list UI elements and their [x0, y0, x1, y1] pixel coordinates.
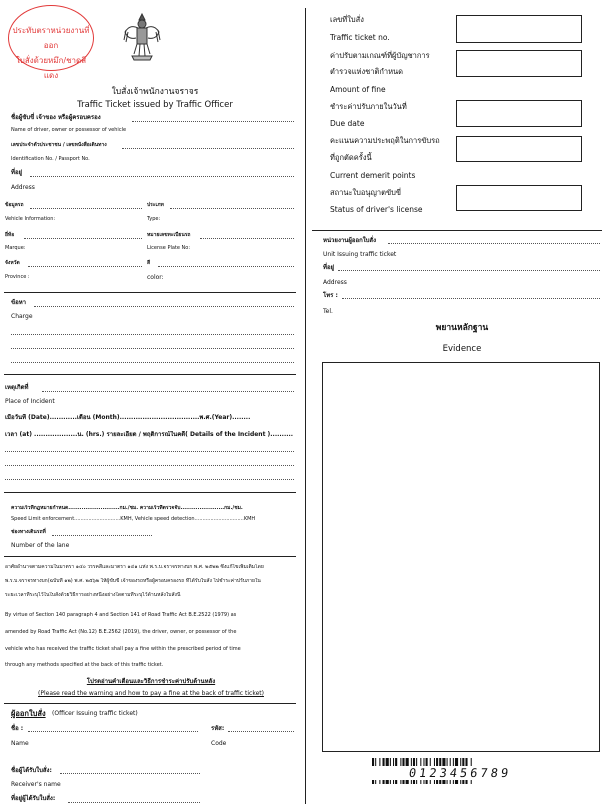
brand-field[interactable] — [24, 238, 142, 239]
plate-label-th: หมายเลขทะเบียนรถ — [147, 232, 191, 238]
issuer-label-th: ผู้ออกใบสั่ง — [11, 709, 46, 718]
color-label-en: color: — [147, 274, 164, 281]
due-date-box[interactable] — [456, 100, 582, 127]
evidence-box[interactable] — [322, 362, 600, 752]
color-field[interactable] — [158, 266, 294, 267]
issuer-label-en: (Officer Issuing traffic ticket) — [52, 710, 138, 717]
issuer-name-label-th: ชื่อ : — [11, 725, 24, 732]
charge-label-en: Charge — [11, 313, 33, 320]
evidence-title-th: พยานหลักฐาน — [435, 323, 489, 333]
unit-address-label-en: Address — [323, 279, 347, 286]
tel-field[interactable] — [342, 298, 600, 299]
section-divider — [4, 292, 296, 293]
section-divider — [4, 492, 296, 493]
charge-label-th: ข้อหา — [11, 299, 27, 306]
lane-label-en: Number of the lane — [11, 542, 70, 549]
law-text-th-2: พ.ร.บ.จราจรทางบก(ฉบับที่ ๑๒) พ.ศ. ๒๕๖๒ ให้ผู้ขับขี่ เจ้าของรถหรือผู้ครอบครองรถ ที่ได้รับใบสั่ง ไปชำระค่าปรับภายใน — [5, 578, 261, 584]
warning-note-en: (Please read the warning and how to pay a fine at the back of traffic ticket) — [38, 690, 264, 697]
barcode-number: 0123456789 — [367, 766, 553, 780]
charge-field-2[interactable] — [11, 334, 294, 335]
section-divider — [4, 703, 296, 704]
id-label-th: เลขประจำตัวประชาชน / เลขหนังสือเดินทาง — [11, 142, 107, 148]
law-text-en-1: By virtue of Section 140 paragraph 4 and Section 141 of Road Traffic Act B.E.2522 (1979) as — [5, 612, 237, 618]
province-label-th: จังหวัด — [5, 260, 20, 266]
column-divider — [305, 8, 306, 804]
fine-label-th-2: ตำรวจแห่งชาติกำหนด — [330, 67, 404, 76]
receiver-label-th: ชื่อผู้ได้รับใบสั่ง: — [11, 767, 52, 774]
receiver-label-en: Receiver's name — [11, 781, 61, 788]
address-label-en: Address — [11, 184, 35, 191]
tel-label-en: Tel. — [323, 308, 333, 315]
tel-label-th: โทร : — [323, 292, 338, 299]
driver-name-label-en: Name of driver, owner or possessor of vehicle — [11, 127, 127, 133]
driver-name-label-th: ชื่อผู้ขับขี่ เจ้าของ หรือผู้ครอบครอง — [11, 114, 101, 121]
law-text-en-3: vehicle who has received the traffic ticket shall pay a fine within the prescribed period of time — [5, 646, 241, 652]
details-field-1[interactable] — [5, 451, 294, 452]
warning-note-th: โปรดอ่านคำเตือนและวิธีการชำระค่าปรับด้านหลัง — [86, 678, 216, 685]
date-line[interactable]: เมื่อวันที่ (Date)............เดือน (Month)...................................พ.ศ.(Year)........ — [5, 414, 251, 421]
place-label-th: เหตุเกิดที่ — [5, 384, 29, 391]
vehicle-info-label-en: Vehicle Information: — [5, 216, 56, 222]
fine-label-th-1: ค่าปรับตามเกณฑ์ที่ผู้บัญชาการ — [330, 51, 430, 60]
brand-label-en: Marque: — [5, 245, 26, 251]
vehicle-info-label-th: ข้อมูลรถ — [5, 202, 24, 208]
due-date-label-en: Due date — [330, 119, 365, 128]
demerit-box[interactable] — [456, 136, 582, 162]
details-field-2[interactable] — [5, 465, 294, 466]
ticket-no-label-th: เลขที่ใบสั่ง — [330, 15, 364, 24]
stamp-line-2: ใบสั่งด้วยหมึก/ชาดสีแดง — [15, 56, 87, 80]
color-label-th: สี — [147, 260, 151, 266]
province-label-en: Province : — [5, 274, 30, 280]
fine-box[interactable] — [456, 50, 582, 77]
charge-field-1[interactable] — [34, 306, 294, 307]
driver-name-field[interactable] — [132, 121, 294, 122]
license-status-label-th: สถานะใบอนุญาตขับขี่ — [330, 188, 402, 197]
speed-line-en[interactable]: Speed Limit enforcement.............................KMH, Vehicle speed detection...............................KMH — [11, 516, 256, 522]
lane-label-th: ช่องทางเดินรถที่ — [11, 529, 46, 535]
province-field[interactable] — [28, 266, 142, 267]
law-text-th-1: อาศัยอำนาจตามความในมาตรา ๑๔๐ วรรคสี่และมาตรา ๑๔๑ แห่ง พ.ร.บ.จราจรทางบก พ.ศ. ๒๕๒๒ ซึ่งแก้ไขเพิ่มเติมโดย — [5, 564, 264, 570]
law-text-th-3: ระยะเวลาที่ระบุไว้ในใบสั่งด้วยวิธีการอย่างหนึ่งอย่างใดตามที่ระบุไว้ด้านหลังใบสั่งนี้ — [5, 592, 181, 598]
license-status-box[interactable] — [456, 185, 582, 211]
unit-field[interactable] — [388, 243, 600, 244]
license-status-label-en: Status of driver's license — [330, 205, 423, 214]
unit-address-label-th: ที่อยู่ — [323, 264, 335, 271]
receiver-address-label-th: ที่อยู่ผู้ได้รับใบสั่ง: — [11, 795, 56, 802]
issuing-agency-stamp — [8, 5, 94, 80]
section-divider — [4, 556, 296, 557]
unit-address-field[interactable] — [338, 270, 600, 271]
issuer-name-label-en: Name — [11, 740, 29, 747]
time-line[interactable]: เวลา (at) ...................น. (hrs.) รายละเอียด / พฤติการณ์ในคดี( Details of the Incident ).......... — [5, 431, 294, 438]
demerit-label-en: Current demerit points — [330, 171, 416, 180]
id-field[interactable] — [122, 148, 294, 149]
ticket-no-box[interactable] — [456, 15, 582, 43]
receiver-name-field[interactable] — [60, 773, 200, 774]
section-divider — [4, 374, 296, 375]
id-label-en: Identification No. / Passport No. — [11, 156, 90, 162]
type-field[interactable] — [170, 208, 294, 209]
brand-label-th: ยี่ห้อ — [5, 232, 15, 238]
address-field[interactable] — [30, 176, 294, 177]
details-field-3[interactable] — [5, 479, 294, 480]
evidence-title-en: Evidence — [442, 344, 482, 354]
ticket-no-label-en: Traffic ticket no. — [330, 33, 390, 42]
issuer-code-label-en: Code — [211, 740, 227, 747]
address-label-th: ที่อยู่ — [11, 169, 23, 176]
issuer-name-field[interactable] — [28, 731, 198, 732]
type-label-th: ประเภท — [147, 202, 164, 208]
demerit-label-th-1: คะแนนความประพฤติในการขับรถ — [330, 136, 440, 145]
place-field[interactable] — [42, 391, 294, 392]
plate-label-en: License Plate No: — [147, 245, 191, 251]
fine-label-en: Amount of fine — [330, 85, 386, 94]
title-thai: ใบสั่งเจ้าพนักงานจราจร — [111, 87, 199, 97]
law-text-en-4: through any methods specified at the back of this traffic ticket. — [5, 662, 164, 668]
unit-label-en: Unit Issuing traffic ticket — [323, 251, 397, 258]
section-divider — [312, 230, 602, 231]
due-date-label-th: ชำระค่าปรับภายในวันที่ — [330, 102, 407, 111]
unit-label-th: หน่วยงานผู้ออกใบสั่ง — [323, 237, 377, 244]
charge-field-4[interactable] — [11, 362, 294, 363]
plate-field[interactable] — [200, 238, 294, 239]
issuer-code-field[interactable] — [228, 731, 294, 732]
vehicle-info-field[interactable] — [30, 208, 142, 209]
title-english: Traffic Ticket issued by Traffic Officer — [77, 100, 233, 110]
charge-field-3[interactable] — [11, 348, 294, 349]
garuda-emblem — [122, 10, 162, 65]
law-text-en-2: amended by Road Traffic Act (No.12) B.E.2562 (2019), the driver, owner, or possessor of the — [5, 629, 237, 635]
place-label-en: Place of Incident — [5, 398, 55, 405]
demerit-label-th-2: ที่ถูกตัดครั้งนี้ — [330, 153, 372, 162]
type-label-en: Type: — [147, 216, 161, 222]
stamp-line-1: ประทับตราหน่วยงานที่ออก — [12, 26, 90, 50]
speed-line-th[interactable]: ความเร็วที่กฎหมายกำหนด...........................กม./ชม. ความเร็วที่ตรวจจับ.......................กม./ชม. — [11, 505, 243, 511]
issuer-code-label-th: รหัส: — [211, 725, 225, 732]
receiver-address-field[interactable] — [68, 802, 200, 803]
lane-field[interactable] — [52, 535, 152, 536]
